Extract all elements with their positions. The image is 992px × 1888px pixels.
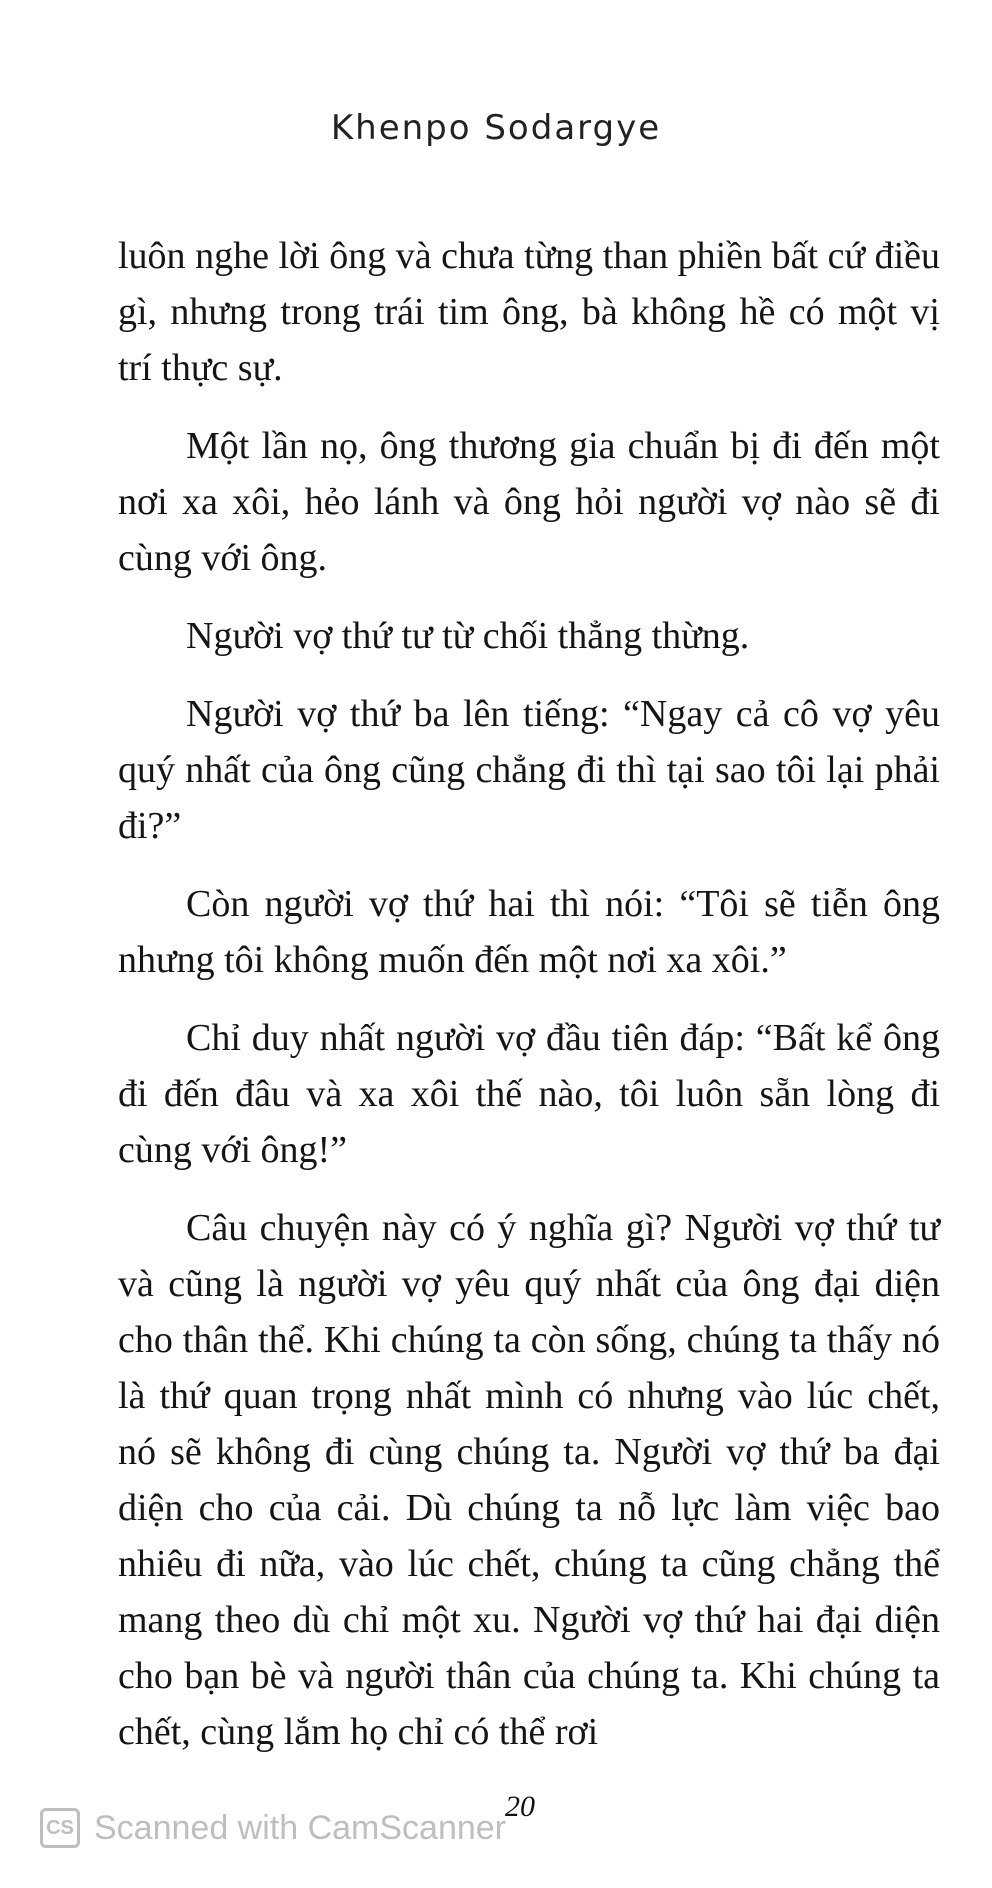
- paragraph: Một lần nọ, ông thương gia chuẩn bị đi đến một nơi xa xôi, hẻo lánh và ông hỏi người vợ nào sẽ đi cùng với ông.: [118, 425, 940, 579]
- paragraph: Người vợ thứ ba lên tiếng: “Ngay cả cô vợ yêu quý nhất của ông cũng chẳng đi thì tại sao tôi lại phải đi?”: [118, 693, 940, 847]
- page-header: Khenpo Sodargye: [330, 108, 662, 148]
- paragraph: Chỉ duy nhất người vợ đầu tiên đáp: “Bất kể ông đi đến đâu và xa xôi thế nào, tôi luôn sẵn lòng đi cùng với ông!”: [118, 1017, 940, 1171]
- paragraph: Câu chuyện này có ý nghĩa gì? Người vợ thứ tư và cũng là người vợ yêu quý nhất của ông đại diện cho thân thể. Khi chúng ta còn sống, chúng ta thấy nó là thứ quan trọng nhất mình có nhưng vào lúc chết, nó sẽ không đi cùng chúng ta. Người vợ thứ ba đại diện cho của cải. Dù chúng ta nỗ lực làm việc bao nhiêu đi nữa, vào lúc chết, chúng ta cũng chẳng thể mang theo dù chỉ một xu. Người vợ thứ hai đại diện cho bạn bè và người thân của chúng ta. Khi chúng ta chết, cùng lắm họ chỉ có thể rơi: [118, 1207, 940, 1753]
- body-text: [118, 228, 940, 1782]
- paragraph: luôn nghe lời ông và chưa từng than phiền bất cứ điều gì, nhưng trong trái tim ông, bà không hề có một vị trí thực sự.: [118, 235, 940, 389]
- page-number: 20: [505, 1790, 535, 1823]
- camscanner-logo-icon: CS: [40, 1808, 80, 1848]
- paragraph: Người vợ thứ tư từ chối thẳng thừng.: [186, 615, 750, 657]
- paragraph: Còn người vợ thứ hai thì nói: “Tôi sẽ tiễn ông nhưng tôi không muốn đến một nơi xa xôi.”: [118, 883, 940, 981]
- camscanner-watermark: [40, 1808, 506, 1848]
- watermark-text: Scanned with CamScanner: [94, 1808, 507, 1847]
